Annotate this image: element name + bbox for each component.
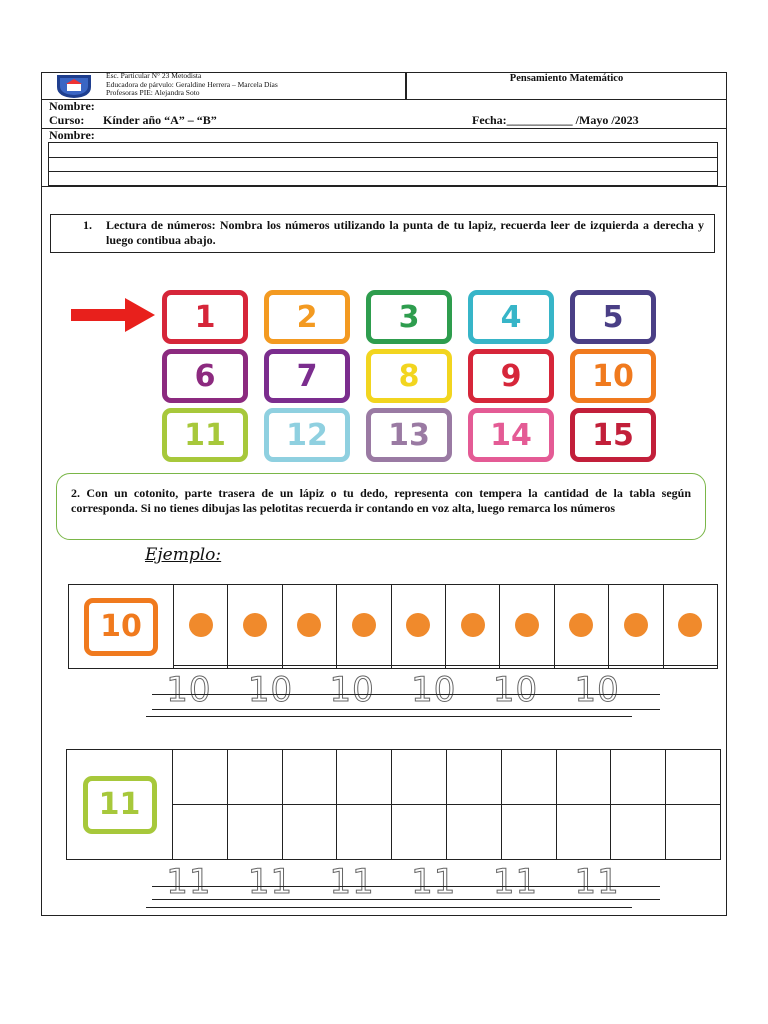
- curso-value: Kínder año “A” – “B”: [103, 113, 217, 127]
- orange-dot: [569, 613, 593, 637]
- task1-text: Lectura de números: Nombra los números utilizando la punta de tu lapiz, recuerda leer de izquierda a derecha y luego contibua abajo.: [106, 218, 704, 247]
- school-line: Profesoras PIE: Alejandra Soto: [106, 88, 200, 97]
- divider: [41, 186, 727, 187]
- exercise-number-tile: 11: [83, 776, 157, 834]
- guide-line: [152, 899, 660, 900]
- paint-cell[interactable]: [392, 805, 447, 860]
- paint-cell[interactable]: [501, 750, 556, 805]
- number-tile: 10: [570, 349, 656, 403]
- school-line: Esc. Particular N° 23 Metodista: [106, 71, 202, 80]
- paint-cell[interactable]: [445, 665, 499, 668]
- trace-number[interactable]: 11: [166, 862, 212, 902]
- task2-box: 2. Con un cotonito, parte trasera de un lápiz o tu dedo, representa con tempera la cantidad de la tabla según corresponda. Si no tienes dibujas las pelotitas recuerda ir contando en voz alta, luego remarca los números: [56, 473, 706, 540]
- paint-cell[interactable]: [446, 805, 501, 860]
- guide-line: [152, 694, 660, 695]
- task1-number: 1.: [83, 218, 92, 232]
- paint-cell[interactable]: [446, 750, 501, 805]
- guide-line: [152, 886, 660, 887]
- number-tile: 13: [366, 408, 452, 462]
- school-line: Educadora de párvulo: Geraldine Herrera – Marcela Días: [106, 79, 278, 89]
- number-tile: 11: [162, 408, 248, 462]
- trace-number[interactable]: 11: [247, 862, 294, 902]
- paint-cell[interactable]: [282, 665, 336, 668]
- name-writing-lines[interactable]: [48, 142, 718, 186]
- trace-number[interactable]: 11: [574, 862, 620, 902]
- paint-cell[interactable]: [391, 665, 445, 668]
- paint-cell[interactable]: [337, 805, 392, 860]
- paint-cell[interactable]: [556, 750, 611, 805]
- orange-dot: [461, 613, 485, 637]
- exercise-table-11: [66, 749, 721, 860]
- red-arrow-icon: [69, 296, 157, 334]
- number-tile: 14: [468, 408, 554, 462]
- writing-line: [49, 171, 717, 172]
- paint-cell[interactable]: [663, 665, 717, 668]
- exercise-number-cell: [67, 750, 173, 860]
- paint-cell[interactable]: [500, 665, 554, 668]
- paint-cell[interactable]: [611, 750, 666, 805]
- paint-cell[interactable]: [282, 585, 336, 666]
- school-logo: [54, 73, 94, 99]
- trace-number[interactable]: 10: [329, 670, 375, 710]
- number-tile: 6: [162, 349, 248, 403]
- paint-cell[interactable]: [663, 585, 717, 666]
- number-tile: 1: [162, 290, 248, 344]
- paint-cell[interactable]: [554, 585, 608, 666]
- paint-cell[interactable]: [173, 805, 228, 860]
- trace-number[interactable]: 10: [247, 670, 294, 710]
- paint-cell[interactable]: [337, 750, 392, 805]
- paint-cell[interactable]: [556, 805, 611, 860]
- number-tile: 8: [366, 349, 452, 403]
- number-tile: 4: [468, 290, 554, 344]
- exercise-number-tile: 10: [84, 598, 158, 656]
- trace-number[interactable]: 11: [329, 862, 375, 902]
- trace-row-11: [148, 862, 658, 902]
- orange-dot: [515, 613, 539, 637]
- orange-dot: [189, 613, 213, 637]
- number-tile: 12: [264, 408, 350, 462]
- guide-line: [146, 716, 632, 717]
- paint-cell[interactable]: [500, 585, 554, 666]
- number-tiles-grid: [162, 290, 652, 460]
- paint-cell[interactable]: [227, 750, 282, 805]
- paint-cell[interactable]: [282, 805, 337, 860]
- number-tile: 5: [570, 290, 656, 344]
- number-tile: 7: [264, 349, 350, 403]
- paint-cell[interactable]: [337, 585, 391, 666]
- number-tile: 3: [366, 290, 452, 344]
- paint-cell[interactable]: [227, 805, 282, 860]
- paint-cell[interactable]: [666, 805, 721, 860]
- number-tile: 2: [264, 290, 350, 344]
- paint-cell[interactable]: [445, 585, 499, 666]
- paint-cell[interactable]: [174, 665, 228, 668]
- paint-cell[interactable]: [392, 750, 447, 805]
- paint-cell[interactable]: [282, 750, 337, 805]
- guide-line: [146, 907, 632, 908]
- orange-dot: [624, 613, 648, 637]
- trace-number[interactable]: 10: [411, 670, 457, 710]
- orange-dot: [678, 613, 702, 637]
- trace-number[interactable]: 11: [492, 862, 539, 902]
- number-tile: 9: [468, 349, 554, 403]
- paint-cell[interactable]: [173, 750, 228, 805]
- trace-row-10: [148, 670, 658, 710]
- paint-cell[interactable]: [609, 585, 663, 666]
- paint-cell[interactable]: [609, 665, 663, 668]
- paint-cell[interactable]: [391, 585, 445, 666]
- paint-cell[interactable]: [174, 585, 228, 666]
- nombre2-label: Nombre:: [49, 128, 95, 142]
- nombre-label: Nombre:: [49, 99, 95, 113]
- paint-cell[interactable]: [666, 750, 721, 805]
- exercise-number-cell: [69, 585, 174, 669]
- orange-dot: [352, 613, 376, 637]
- paint-cell[interactable]: [554, 665, 608, 668]
- subject-title: Pensamiento Matemático: [509, 73, 624, 84]
- number-tile: 15: [570, 408, 656, 462]
- ejemplo-label: Ejemplo:: [145, 545, 222, 565]
- trace-number[interactable]: 10: [574, 670, 620, 710]
- writing-line: [49, 157, 717, 158]
- orange-dot: [243, 613, 267, 637]
- guide-line: [152, 709, 660, 710]
- trace-number[interactable]: 10: [166, 670, 212, 710]
- trace-number[interactable]: 10: [492, 670, 539, 710]
- task1-box: [50, 214, 715, 253]
- paint-cell[interactable]: [611, 805, 666, 860]
- curso-label: Curso:: [49, 113, 85, 127]
- trace-number[interactable]: 11: [411, 862, 457, 902]
- orange-dot: [297, 613, 321, 637]
- orange-dot: [406, 613, 430, 637]
- divider: [41, 128, 727, 129]
- paint-cell[interactable]: [501, 805, 556, 860]
- exercise-table-10: [68, 584, 718, 669]
- school-info: [106, 72, 278, 98]
- fecha-field: Fecha:___________ /Mayo /2023: [472, 113, 639, 127]
- paint-cell[interactable]: [337, 665, 391, 668]
- paint-cell[interactable]: [228, 585, 282, 666]
- paint-cell[interactable]: [228, 665, 282, 668]
